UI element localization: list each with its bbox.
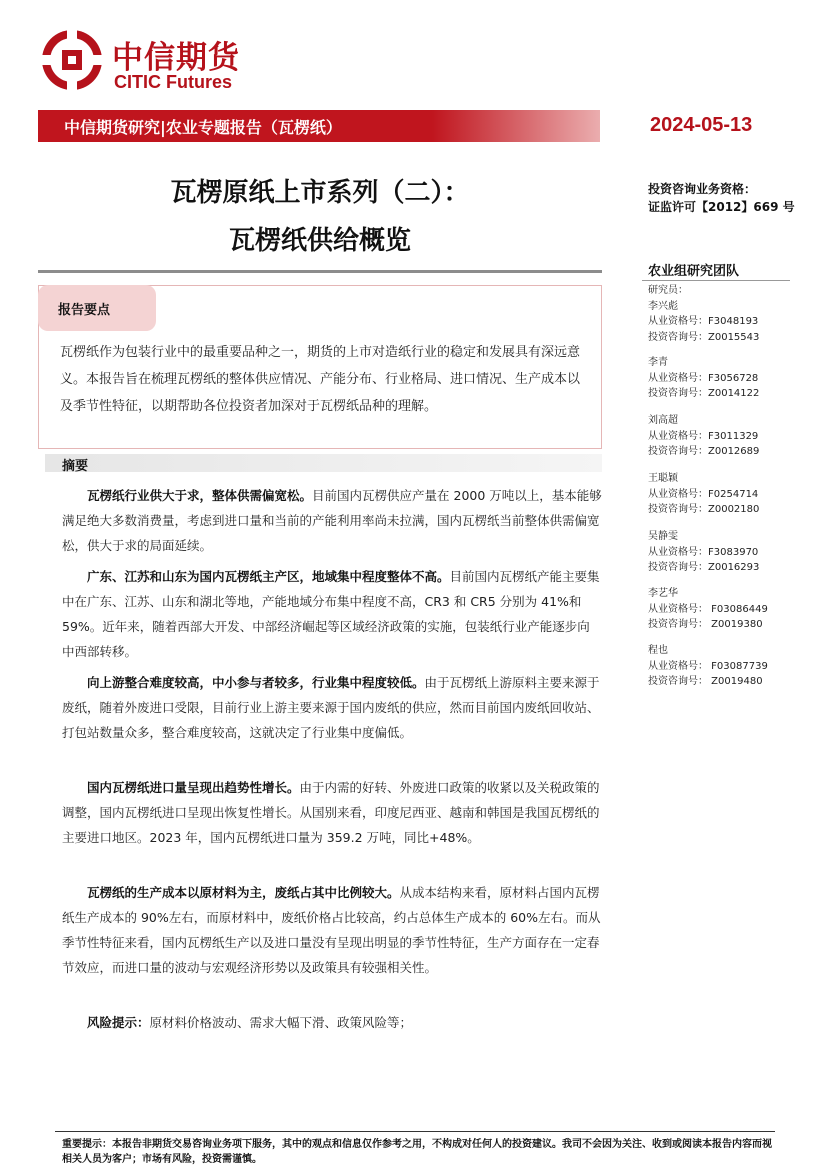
analyst-license: 从业资格号： F03086449 (648, 603, 768, 615)
report-banner-fade (432, 110, 600, 142)
abstract-paragraph (62, 880, 602, 980)
logo-cn-text: 中信期货 (112, 40, 240, 76)
disclaimer-text: 重要提示：本报告非期货交易咨询业务项下服务，其中的观点和信息仅作参考之用，不构成对任何人的投资建议。我司不会因为关注、收到或阅读本报告内容而视相关人员为客户；市场有风险，投资需谨慎。 (62, 1139, 772, 1165)
analyst-consult: 投资咨询号：Z0002180 (648, 504, 760, 515)
paragraph-body: 目前国内瓦楞纸产能主要集中在广东、江苏、山东和湖北等地，产能地域分布集中程度不高，CR3 和 CR5 分别为 41%和 59%。近年来，随着西部大开发、中部经济崛起等区域经济政策的实施，包装纸行业产能逐步向中西部转移。 (62, 569, 600, 659)
qualification-line2: 证监许可【2012】669 号 (648, 200, 795, 214)
key-points-label: 报告要点 (58, 303, 111, 318)
abstract-header-bar (45, 454, 602, 472)
analyst-name: 李青 (648, 357, 668, 368)
paragraph-heading: 瓦楞纸的生产成本以原材料为主，废纸占其中比例较大。 (87, 885, 400, 900)
team-title: 农业组研究团队 (648, 264, 740, 279)
citic-futures-logo (40, 28, 260, 94)
analyst-entry (648, 355, 759, 402)
abstract-paragraph (62, 483, 602, 558)
analyst-consult: 投资咨询号： Z0019480 (648, 676, 763, 687)
abstract-paragraph (62, 775, 602, 850)
risk-warning-text: 原材料价格波动、需求大幅下滑、政策风险等； (149, 1015, 413, 1030)
paragraph-heading: 向上游整合难度较高，中小参与者较多，行业集中程度较低。 (87, 675, 425, 690)
analyst-name: 刘高超 (648, 415, 678, 426)
abstract-paragraph (62, 564, 602, 664)
risk-warning (62, 1010, 602, 1035)
paragraph-body: 由于瓦楞纸上游原料主要来源于废纸，随着外废进口受限，目前行业上游主要来源于国内废纸的供应，然而目前国内废纸回收站、打包站数量众多，整合难度较高，这就决定了行业集中度偏低。 (62, 675, 600, 740)
key-points-text: 瓦楞纸作为包装行业中的最重要品种之一，期货的上市对造纸行业的稳定和发展具有深远意义。本报告旨在梳理瓦楞纸的整体供应情况、产能分布、行业格局、进口情况、生产成本以及季节性特征，以期帮助各位投资者加深对于瓦楞纸品种的理解。 (60, 345, 581, 414)
citic-emblem-icon (40, 28, 104, 92)
risk-warning-label: 风险提示： (87, 1015, 150, 1030)
title-divider (38, 270, 602, 273)
team-divider (642, 280, 790, 281)
analyst-consult: 投资咨询号：Z0012689 (648, 446, 760, 457)
paragraph-body: 从成本结构来看，原材料占国内瓦楞纸生产成本的 90%左右，而原材料中，废纸价格占比较高，约占总体生产成本的 60%左右。而从季节性特征来看，国内瓦楞纸生产以及进口量没有呈现出明显的季节性特征，生产方面存在一定春节效应，而进口量的波动与宏观经济形势以及政策具有较强相关性。 (62, 885, 601, 975)
analyst-license: 从业资格号：F3083970 (648, 546, 759, 558)
qualification-block (648, 180, 818, 216)
report-title-line1: 瓦楞原纸上市系列（二）： (170, 178, 470, 208)
paragraph-body: 目前国内瓦楞供应产量在 2000 万吨以上，基本能够满足绝大多数消费量，考虑到进口量和当前的产能利用率尚未拉满，国内瓦楞纸当前整体供需偏宽松，供大于求的局面延续。 (62, 488, 602, 553)
analyst-name: 程也 (648, 645, 668, 656)
paragraph-heading: 国内瓦楞纸进口量呈现出趋势性增长。 (87, 780, 300, 795)
analyst-entry (648, 586, 768, 633)
analyst-license: 从业资格号： F03087739 (648, 660, 768, 672)
analyst-entry (648, 471, 759, 518)
analyst-license: 从业资格号：F3011329 (648, 430, 759, 442)
analyst-consult: 投资咨询号：Z0015543 (648, 331, 760, 343)
logo-en-text: CITIC Futures (114, 72, 233, 92)
analyst-role-label: 研究员： (648, 285, 688, 296)
abstract-label: 摘要 (62, 459, 89, 474)
qualification-line1: 投资咨询业务资格： (648, 182, 757, 196)
report-title-line2: 瓦楞纸供给概览 (228, 226, 411, 256)
footer-divider (55, 1131, 775, 1132)
analyst-name: 吴静雯 (648, 531, 678, 542)
report-banner-text: 中信期货研究|农业专题报告（瓦楞纸） (64, 118, 342, 137)
paragraph-heading: 广东、江苏和山东为国内瓦楞纸主产区，地域集中程度整体不高。 (87, 569, 450, 584)
paragraph-body: 由于内需的好转、外废进口政策的收紧以及关税政策的调整，国内瓦楞纸进口呈现出恢复性增长。从国别来看，印度尼西亚、越南和韩国是我国瓦楞纸的主要进口地区。2023 年，国内瓦楞纸进口量为 359.2 万吨，同比+48%。 (62, 780, 600, 845)
analyst-license: 从业资格号：F0254714 (648, 488, 759, 500)
analyst-entry (648, 529, 759, 576)
analyst-license: 从业资格号：F3048193 (648, 316, 759, 327)
paragraph-heading: 瓦楞纸行业供大于求，整体供需偏宽松。 (87, 488, 313, 503)
analyst-entry (648, 643, 768, 690)
analyst-entry (648, 283, 759, 345)
analyst-name: 李兴彪 (648, 300, 678, 312)
analyst-consult: 投资咨询号：Z0014122 (648, 388, 760, 399)
analyst-consult: 投资咨询号： Z0019380 (648, 619, 763, 630)
report-date: 2024-05-13 (650, 114, 753, 136)
analyst-entry (648, 413, 759, 460)
analyst-consult: 投资咨询号：Z0016293 (648, 562, 760, 573)
analyst-name: 王聪颖 (648, 473, 678, 484)
abstract-paragraph (62, 670, 602, 745)
analyst-license: 从业资格号：F3056728 (648, 372, 759, 384)
analyst-name: 李艺华 (648, 588, 678, 599)
